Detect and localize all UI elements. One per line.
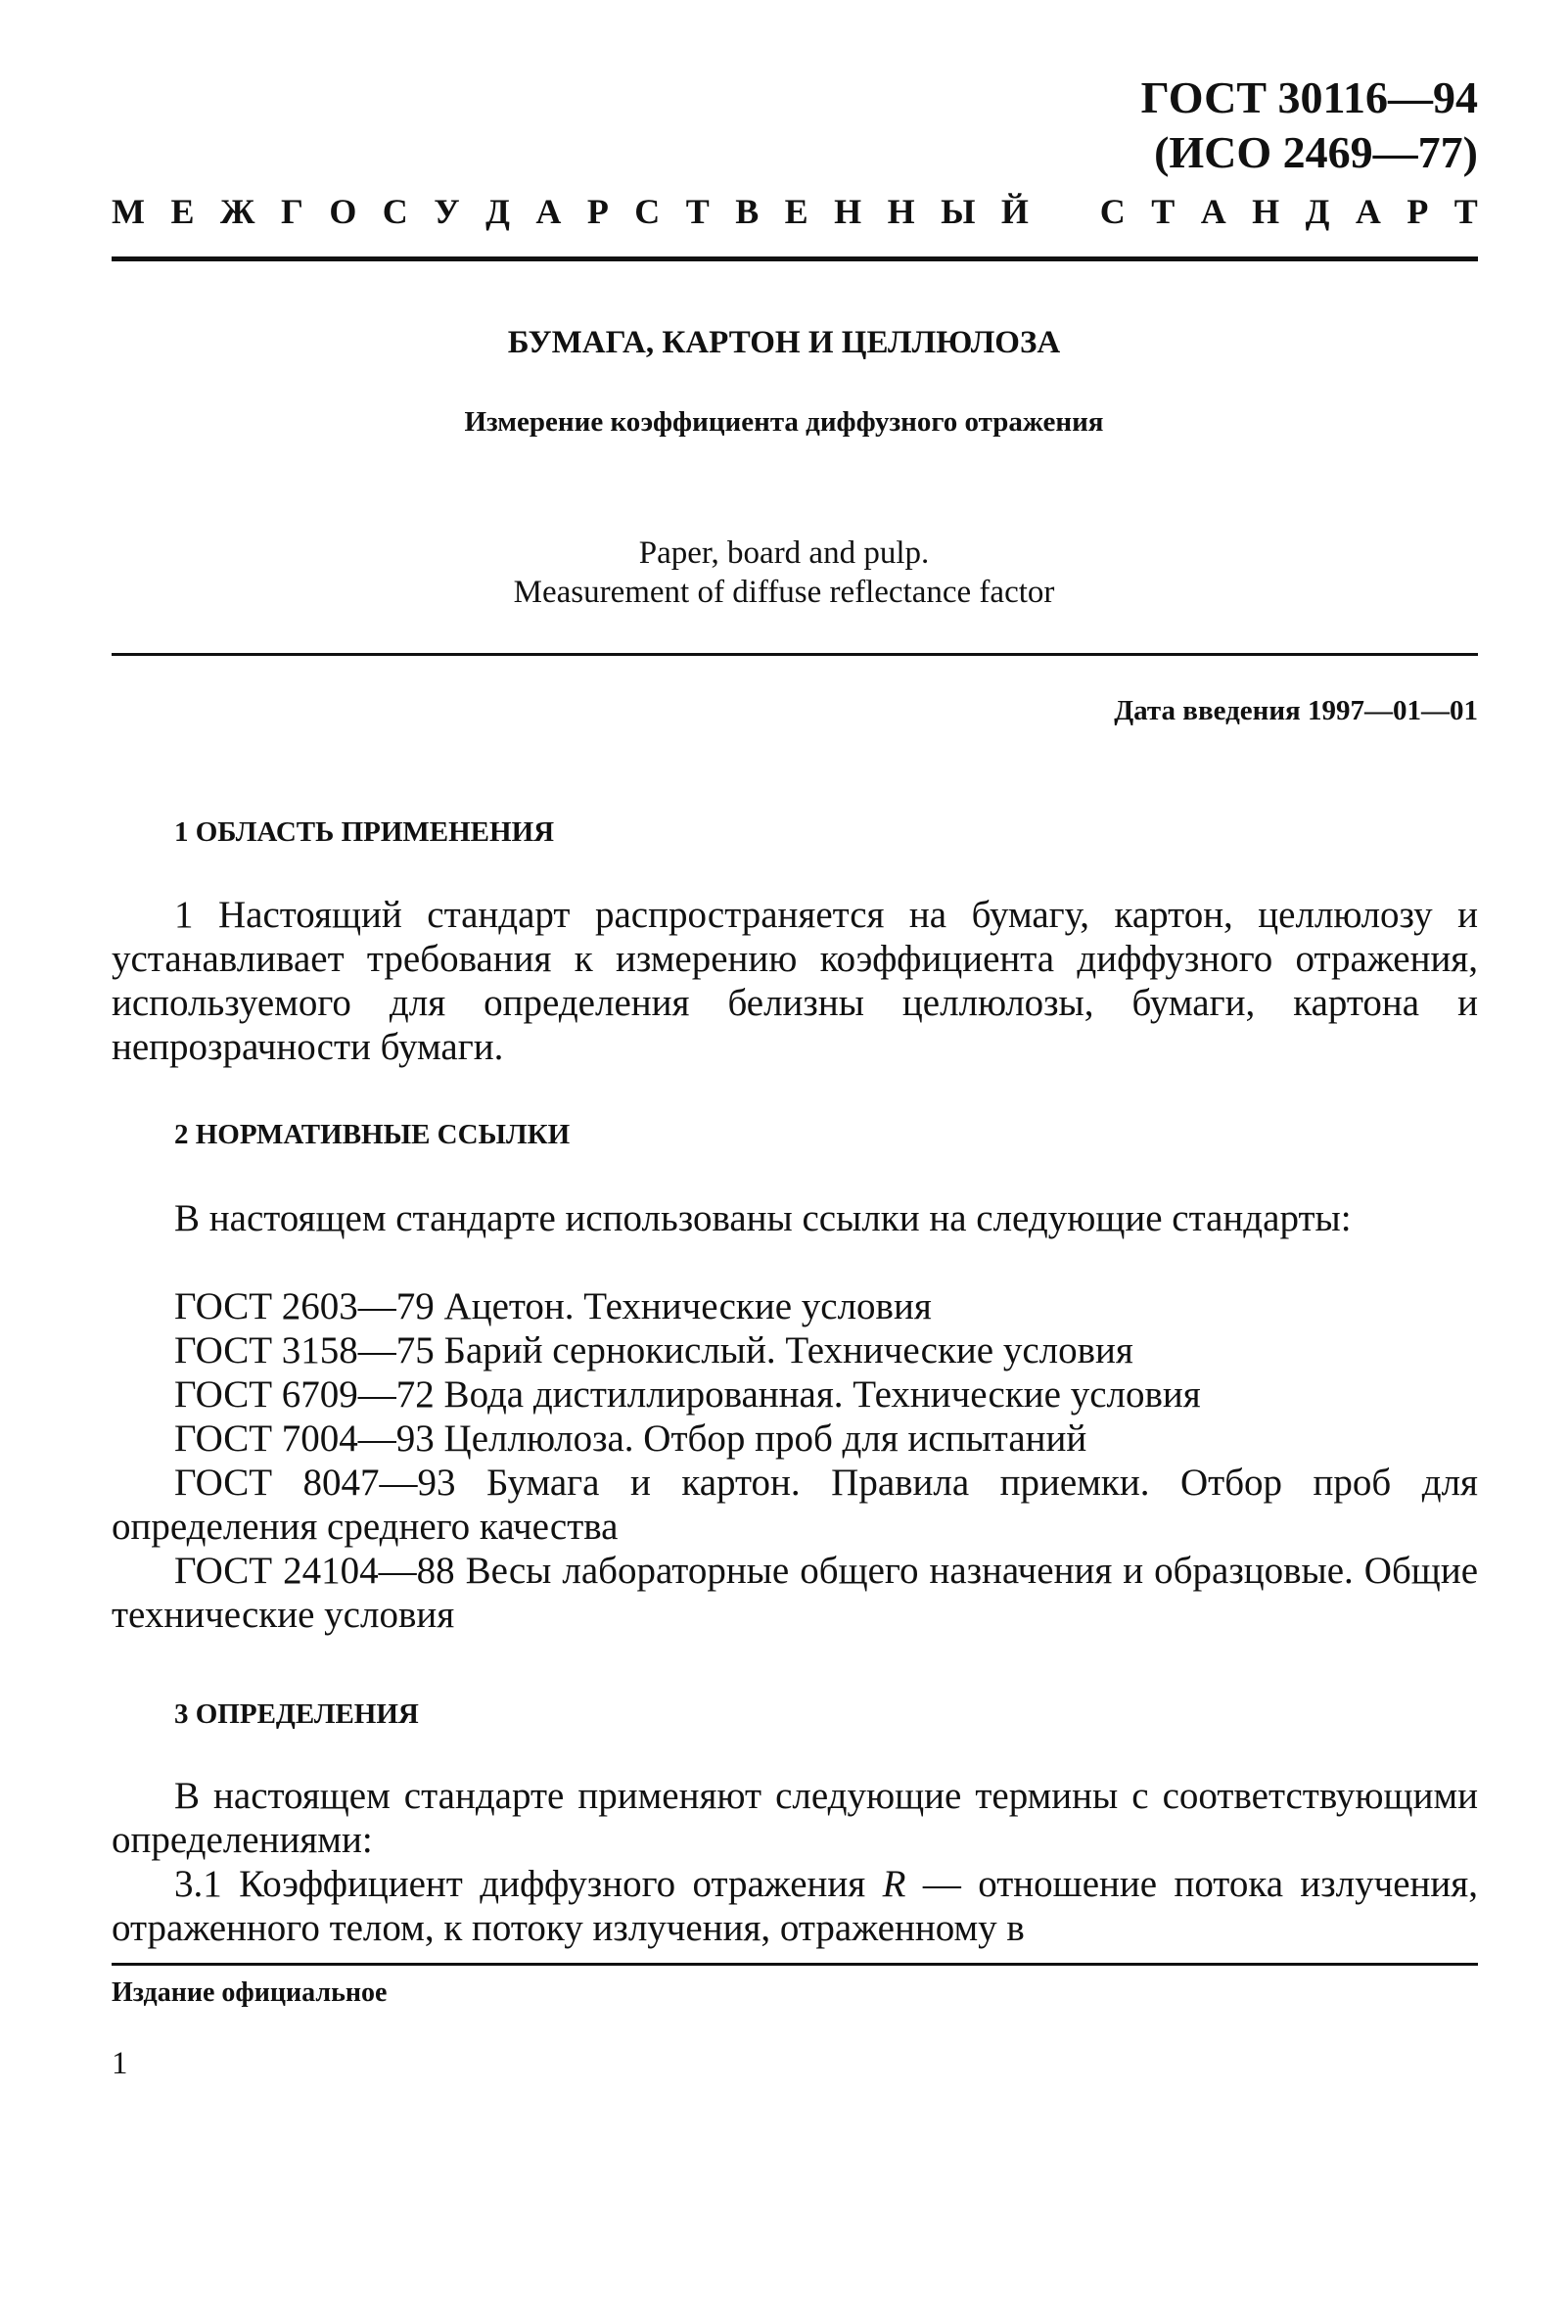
- reference-item: ГОСТ 8047—93 Бумага и картон. Правила приемки. Отбор проб для определения среднего качества: [112, 1462, 1478, 1548]
- edition-label: Издание официальное: [112, 1977, 388, 2008]
- definition-3-1: [112, 1862, 1478, 1950]
- banner-letter: Н: [887, 192, 915, 231]
- iso-number: (ИСО 2469—77): [1154, 127, 1478, 177]
- normative-references-list: [112, 1284, 1478, 1637]
- banner-letter: Г: [280, 192, 303, 231]
- section-1-text: [112, 893, 1478, 1069]
- title-en-line-1: Paper, board and pulp.: [638, 535, 930, 571]
- reference-item: ГОСТ 2603—79 Ацетон. Технические условия: [174, 1285, 932, 1327]
- definition-term: 3.1 Коэффициент диффузного отражения: [174, 1863, 883, 1905]
- banner-letter: Д: [1305, 192, 1330, 231]
- document-subtitle-ru: Измерение коэффициента диффузного отражения: [464, 406, 1104, 438]
- title-en-line-2: Measurement of diffuse reflectance factor: [513, 575, 1055, 610]
- section-3-intro-text: В настоящем стандарте применяют следующие термины с соответствующими определениями:: [112, 1775, 1478, 1861]
- banner-letter: А: [1355, 192, 1381, 231]
- section-3-intro: [112, 1774, 1478, 1862]
- banner-letter: А: [1200, 192, 1226, 231]
- banner-letter: Ы: [941, 192, 976, 231]
- reference-item: ГОСТ 3158—75 Барий сернокислый. Технические условия: [174, 1329, 1133, 1371]
- banner-letter: Т: [685, 192, 710, 231]
- section-2-intro: [112, 1196, 1478, 1240]
- banner-letter: С: [1099, 192, 1126, 231]
- section-1-heading: 1 ОБЛАСТЬ ПРИМЕНЕНИЯ: [174, 816, 555, 848]
- page-number: 1: [112, 2046, 128, 2081]
- section-2-heading: 2 НОРМАТИВНЫЕ ССЫЛКИ: [174, 1119, 571, 1150]
- banner-letter: Ж: [219, 192, 255, 231]
- banner-letter: В: [735, 192, 760, 231]
- banner-letter: Й: [1000, 192, 1029, 231]
- banner-letter: С: [634, 192, 661, 231]
- definition-symbol: R: [882, 1863, 906, 1905]
- reference-item: ГОСТ 7004—93 Целлюлоза. Отбор проб для испытаний: [174, 1418, 1087, 1460]
- footer-divider: [112, 1963, 1478, 1966]
- document-title-ru: БУМАГА, КАРТОН И ЦЕЛЛЮЛОЗА: [507, 325, 1061, 360]
- section-1-body: 1 Настоящий стандарт распространяется на бумагу, картон, целлюлозу и устанавливает требования к измерению коэффициента диффузного отражения, используемого для определения белизны целлюлозы, бумаги, картона и непрозрачности бумаги.: [112, 894, 1478, 1068]
- section-3-heading: 3 ОПРЕДЕЛЕНИЯ: [174, 1698, 419, 1730]
- reference-item: ГОСТ 6709—72 Вода дистиллированная. Технические условия: [174, 1373, 1201, 1416]
- banner-letter: М: [112, 192, 145, 231]
- banner-letter: У: [434, 192, 460, 231]
- document-title-en: [0, 534, 1568, 612]
- standard-code-block: [1141, 70, 1478, 180]
- banner-letter: Д: [485, 192, 510, 231]
- banner-letter: С: [382, 192, 408, 231]
- banner-letter: О: [329, 192, 357, 231]
- banner-letter: А: [535, 192, 562, 231]
- banner-letter: Т: [1151, 192, 1176, 231]
- banner-letter: Н: [1252, 192, 1280, 231]
- header-divider: [112, 256, 1478, 261]
- definition-text: — отношение потока излучения, отраженного телом, к потоку излучения, отраженному в: [112, 1863, 1478, 1949]
- title-divider: [112, 653, 1478, 656]
- banner-letter: Е: [170, 192, 195, 231]
- standard-number: ГОСТ 30116—94: [1140, 72, 1478, 122]
- introduction-date: Дата введения 1997—01—01: [1114, 695, 1478, 726]
- banner-gap: [1054, 191, 1074, 232]
- section-2-intro-text: В настоящем стандарте использованы ссылки на следующие стандарты:: [174, 1197, 1352, 1239]
- reference-item: ГОСТ 24104—88 Весы лабораторные общего назначения и образцовые. Общие технические условия: [112, 1550, 1478, 1636]
- banner-letter: Т: [1453, 192, 1478, 231]
- banner-letter: Е: [784, 192, 808, 231]
- interstate-standard-banner: [112, 191, 1478, 232]
- banner-letter: Р: [586, 192, 609, 231]
- banner-letter: Р: [1407, 192, 1429, 231]
- banner-letter: Н: [834, 192, 862, 231]
